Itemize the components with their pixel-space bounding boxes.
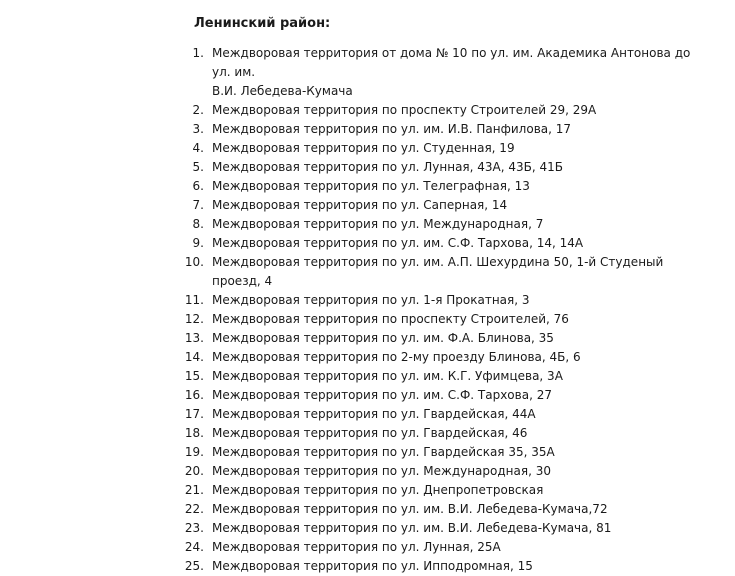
list-item-number: 15. <box>184 369 204 383</box>
list-item-number: 1. <box>192 46 204 60</box>
list-item-number: 8. <box>192 217 204 231</box>
list-item <box>0 519 735 538</box>
list-item-text: Междворовая территория по 2-му проезду Блинова, 4Б, 6 <box>212 350 581 364</box>
list-item-text: Междворовая территория по ул. Гвардейская 35, 35А <box>212 445 555 459</box>
list-item <box>0 557 735 576</box>
list-item <box>0 158 735 177</box>
list-item-text: Междворовая территория по ул. им. С.Ф. Тархова, 14, 14А <box>212 236 584 250</box>
list-item <box>0 424 735 443</box>
list-item-text: Междворовая территория по ул. Саперная, 14 <box>212 198 508 212</box>
list-item-number: 16. <box>184 388 204 402</box>
list-item <box>0 44 735 101</box>
list-item-text: В.И. Лебедева-Кумача <box>212 84 353 98</box>
list-item <box>0 196 735 215</box>
list-item-number: 14. <box>184 350 204 364</box>
list-item <box>0 177 735 196</box>
list-item-text: Междворовая территория по ул. им. К.Г. Уфимцева, 3А <box>212 369 563 383</box>
list-item-text: Междворовая территория по ул. 1-я Прокатная, 3 <box>212 293 530 307</box>
list-item-number: 18. <box>184 426 204 440</box>
list-item-text: Междворовая территория по проспекту Строителей 29, 29А <box>212 103 597 117</box>
list-item-number: 23. <box>184 521 204 535</box>
list-item-number: 17. <box>184 407 204 421</box>
list-item-number: 11. <box>184 293 204 307</box>
list-item-number: 6. <box>192 179 204 193</box>
list-item-number: 13. <box>184 331 204 345</box>
list-item <box>0 462 735 481</box>
list-item-text: Междворовая территория по ул. Днепропетровская <box>212 483 544 497</box>
list-item-text: Междворовая территория по ул. им. А.П. Шехурдина 50, 1-й Студеный проезд, 4 <box>212 255 664 288</box>
list-item-text: Междворовая территория по ул. Международная, 7 <box>212 217 544 231</box>
list-item-text: Междворовая территория по ул. им. В.И. Лебедева-Кумача, 81 <box>212 521 612 535</box>
list-item-number: 5. <box>192 160 204 174</box>
list-item-number: 3. <box>192 122 204 136</box>
list-item <box>0 291 735 310</box>
list-item-number: 24. <box>184 540 204 554</box>
list-item-number: 12. <box>184 312 204 326</box>
list-item <box>0 386 735 405</box>
list-item-text: Междворовая территория по ул. Ипподромная, 15 <box>212 559 533 573</box>
list-item-number: 19. <box>184 445 204 459</box>
list-item <box>0 367 735 386</box>
list-item-number: 22. <box>184 502 204 516</box>
list-item-number: 10. <box>184 255 204 269</box>
list-item <box>0 481 735 500</box>
list-item-text: Междворовая территория по проспекту Строителей, 76 <box>212 312 569 326</box>
list-item-text: Междворовая территория по ул. Лунная, 43А, 43Б, 41Б <box>212 160 564 174</box>
list-item-text: Междворовая территория по ул. Международная, 30 <box>212 464 551 478</box>
list-item <box>0 500 735 519</box>
list-item <box>0 443 735 462</box>
list-item <box>0 310 735 329</box>
list-item <box>0 139 735 158</box>
list-item <box>0 348 735 367</box>
list-item <box>0 538 735 557</box>
district-heading: Ленинский район: <box>194 16 331 31</box>
list-item <box>0 101 735 120</box>
list-item-number: 2. <box>192 103 204 117</box>
list-item <box>0 329 735 348</box>
list-item-text: Междворовая территория по ул. им. В.И. Лебедева-Кумача,72 <box>212 502 608 516</box>
list-item-number: 9. <box>192 236 204 250</box>
list-item-text: Междворовая территория по ул. им. С.Ф. Тархова, 27 <box>212 388 552 402</box>
list-item <box>0 215 735 234</box>
list-item <box>0 120 735 139</box>
list-item-text: Междворовая территория по ул. им. И.В. Панфилова, 17 <box>212 122 572 136</box>
list-item-text: Междворовая территория по ул. Гвардейская, 46 <box>212 426 528 440</box>
list-item-number: 21. <box>184 483 204 497</box>
list-item-text: Междворовая территория по ул. Студенная, 19 <box>212 141 515 155</box>
list-item-text: Междворовая территория по ул. Телеграфная, 13 <box>212 179 530 193</box>
list-item-number: 20. <box>184 464 204 478</box>
territory-list <box>0 44 735 576</box>
list-item-number: 4. <box>192 141 204 155</box>
list-item <box>0 234 735 253</box>
list-item-number: 7. <box>192 198 204 212</box>
list-item-text: Междворовая территория от дома № 10 по ул. им. Академика Антонова до ул. им. <box>212 46 691 79</box>
list-item-text: Междворовая территория по ул. Лунная, 25А <box>212 540 501 554</box>
list-item <box>0 405 735 424</box>
list-item-number: 25. <box>184 559 204 573</box>
list-item-text: Междворовая территория по ул. им. Ф.А. Блинова, 35 <box>212 331 554 345</box>
list-item-text: Междворовая территория по ул. Гвардейская, 44А <box>212 407 536 421</box>
list-item <box>0 253 735 291</box>
